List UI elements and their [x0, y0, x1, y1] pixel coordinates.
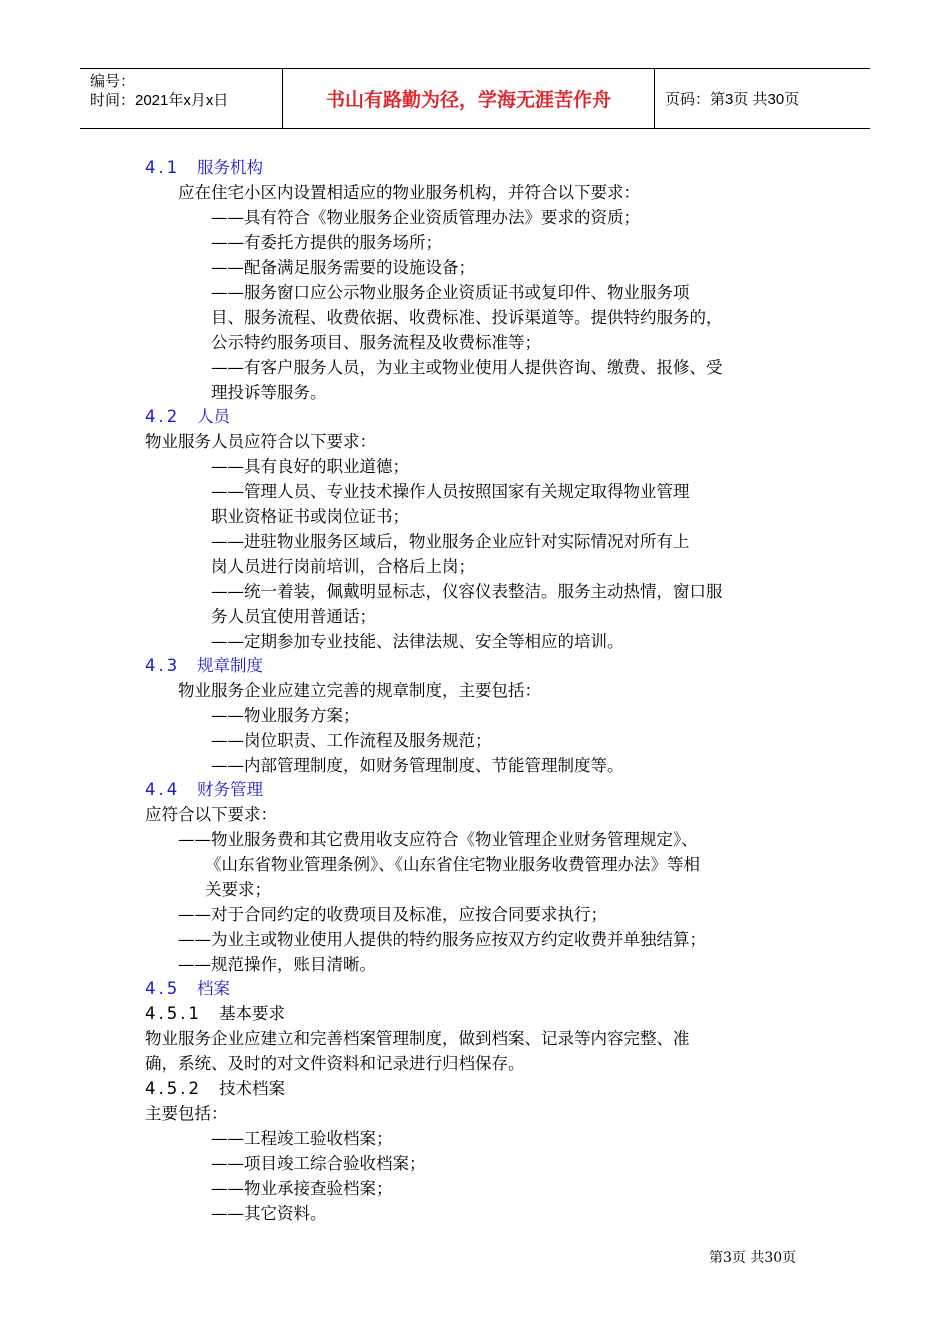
- paragraph-line: 确，系统、及时的对文件资料和记录进行归档保存。: [145, 1054, 525, 1073]
- header-page-label: 页码：第3页 共30页: [665, 91, 800, 108]
- list-item-continuation: 职业资格证书或岗位证书；: [211, 507, 409, 526]
- list-item-continuation: 关要求；: [205, 880, 271, 899]
- section-title: 人员: [197, 407, 230, 426]
- section-title: 档案: [197, 979, 230, 998]
- list-item: ——具有良好的职业道德；: [211, 457, 409, 476]
- section-title: 服务机构: [197, 158, 263, 177]
- page-footer-number: 第3页 共30页: [709, 1250, 797, 1266]
- list-item: ——内部管理制度，如财务管理制度、节能管理制度等。: [211, 756, 624, 775]
- list-item: ——有客户服务人员，为业主或物业使用人提供咨询、缴费、报修、受: [211, 358, 723, 377]
- section-heading-4-2: [145, 405, 230, 429]
- list-item: ——具有符合《物业服务企业资质管理办法》要求的资质；: [211, 208, 640, 227]
- paragraph-line: 物业服务人员应符合以下要求：: [145, 432, 376, 451]
- list-item: ——有委托方提供的服务场所；: [211, 233, 442, 252]
- section-title: 规章制度: [197, 656, 263, 675]
- list-item: ——规范操作，账目清晰。: [178, 955, 376, 974]
- section-number: 4.1: [145, 158, 181, 177]
- section-number: 4.3: [145, 656, 181, 675]
- list-item: ——物业承接查验档案；: [211, 1179, 393, 1198]
- list-item: ——定期参加专业技能、法律法规、安全等相应的培训。: [211, 632, 624, 651]
- list-item: ——其它资料。: [211, 1204, 327, 1223]
- section-heading-4-5-2: [145, 1077, 285, 1101]
- list-item: ——对于合同约定的收费项目及标准，应按合同要求执行；: [178, 905, 607, 924]
- list-item: ——进驻物业服务区域后，物业服务企业应针对实际情况对所有上: [211, 532, 690, 551]
- list-item-continuation: 《山东省物业管理条例》、《山东省住宅物业服务收费管理办法》等相: [205, 855, 700, 874]
- list-item: ——项目竣工综合验收档案；: [211, 1154, 426, 1173]
- section-heading-4-5-1: [145, 1002, 285, 1026]
- list-item: ——配备满足服务需要的设施设备；: [211, 258, 475, 277]
- section-heading-4-5: [145, 977, 230, 1001]
- header-motto: 书山有路勤为径，学海无涯苦作舟: [283, 69, 655, 128]
- section-number: 4.5.2: [145, 1079, 202, 1098]
- paragraph-line: 物业服务企业应建立完善的规章制度，主要包括：: [178, 681, 541, 700]
- list-item: ——物业服务费和其它费用收支应符合《物业管理企业财务管理规定》、: [178, 830, 698, 849]
- list-item: ——为业主或物业使用人提供的特约服务应按双方约定收费并单独结算；: [178, 930, 706, 949]
- paragraph-line: 主要包括：: [145, 1104, 228, 1123]
- time-label: 时间：2021年x月x日: [90, 92, 229, 109]
- list-item-continuation: 岗人员进行岗前培训，合格后上岗；: [211, 557, 475, 576]
- section-title: 基本要求: [219, 1004, 285, 1023]
- list-item-continuation: 理投诉等服务。: [211, 383, 327, 402]
- section-title: 财务管理: [197, 780, 263, 799]
- section-number: 4.5: [145, 979, 181, 998]
- list-item: ——岗位职责、工作流程及服务规范；: [211, 731, 492, 750]
- list-item-continuation: 目、服务流程、收费依据、收费标准、投诉渠道等。提供特约服务的，: [211, 308, 723, 327]
- section-title: 技术档案: [219, 1079, 285, 1098]
- list-item-continuation: 务人员宜使用普通话；: [211, 607, 376, 626]
- section-heading-4-3: [145, 654, 263, 678]
- list-item: ——物业服务方案；: [211, 706, 360, 725]
- paragraph-line: 应在住宅小区内设置相适应的物业服务机构，并符合以下要求：: [178, 183, 640, 202]
- section-number: 4.2: [145, 407, 181, 426]
- section-number: 4.4: [145, 780, 181, 799]
- doc-number-label: 编号：: [90, 73, 136, 90]
- list-item-continuation: 公示特约服务项目、服务流程及收费标准等；: [211, 333, 541, 352]
- paragraph-line: 物业服务企业应建立和完善档案管理制度，做到档案、记录等内容完整、准: [145, 1029, 690, 1048]
- section-heading-4-4: [145, 778, 263, 802]
- list-item: ——统一着装，佩戴明显标志，仪容仪表整洁。服务主动热情，窗口服: [211, 582, 723, 601]
- section-heading-4-1: [145, 156, 263, 180]
- list-item: ——工程竣工验收档案；: [211, 1129, 393, 1148]
- section-number: 4.5.1: [145, 1004, 202, 1023]
- paragraph-line: 应符合以下要求：: [145, 805, 277, 824]
- list-item: ——管理人员、专业技术操作人员按照国家有关规定取得物业管理: [211, 482, 690, 501]
- list-item: ——服务窗口应公示物业服务企业资质证书或复印件、物业服务项: [211, 283, 690, 302]
